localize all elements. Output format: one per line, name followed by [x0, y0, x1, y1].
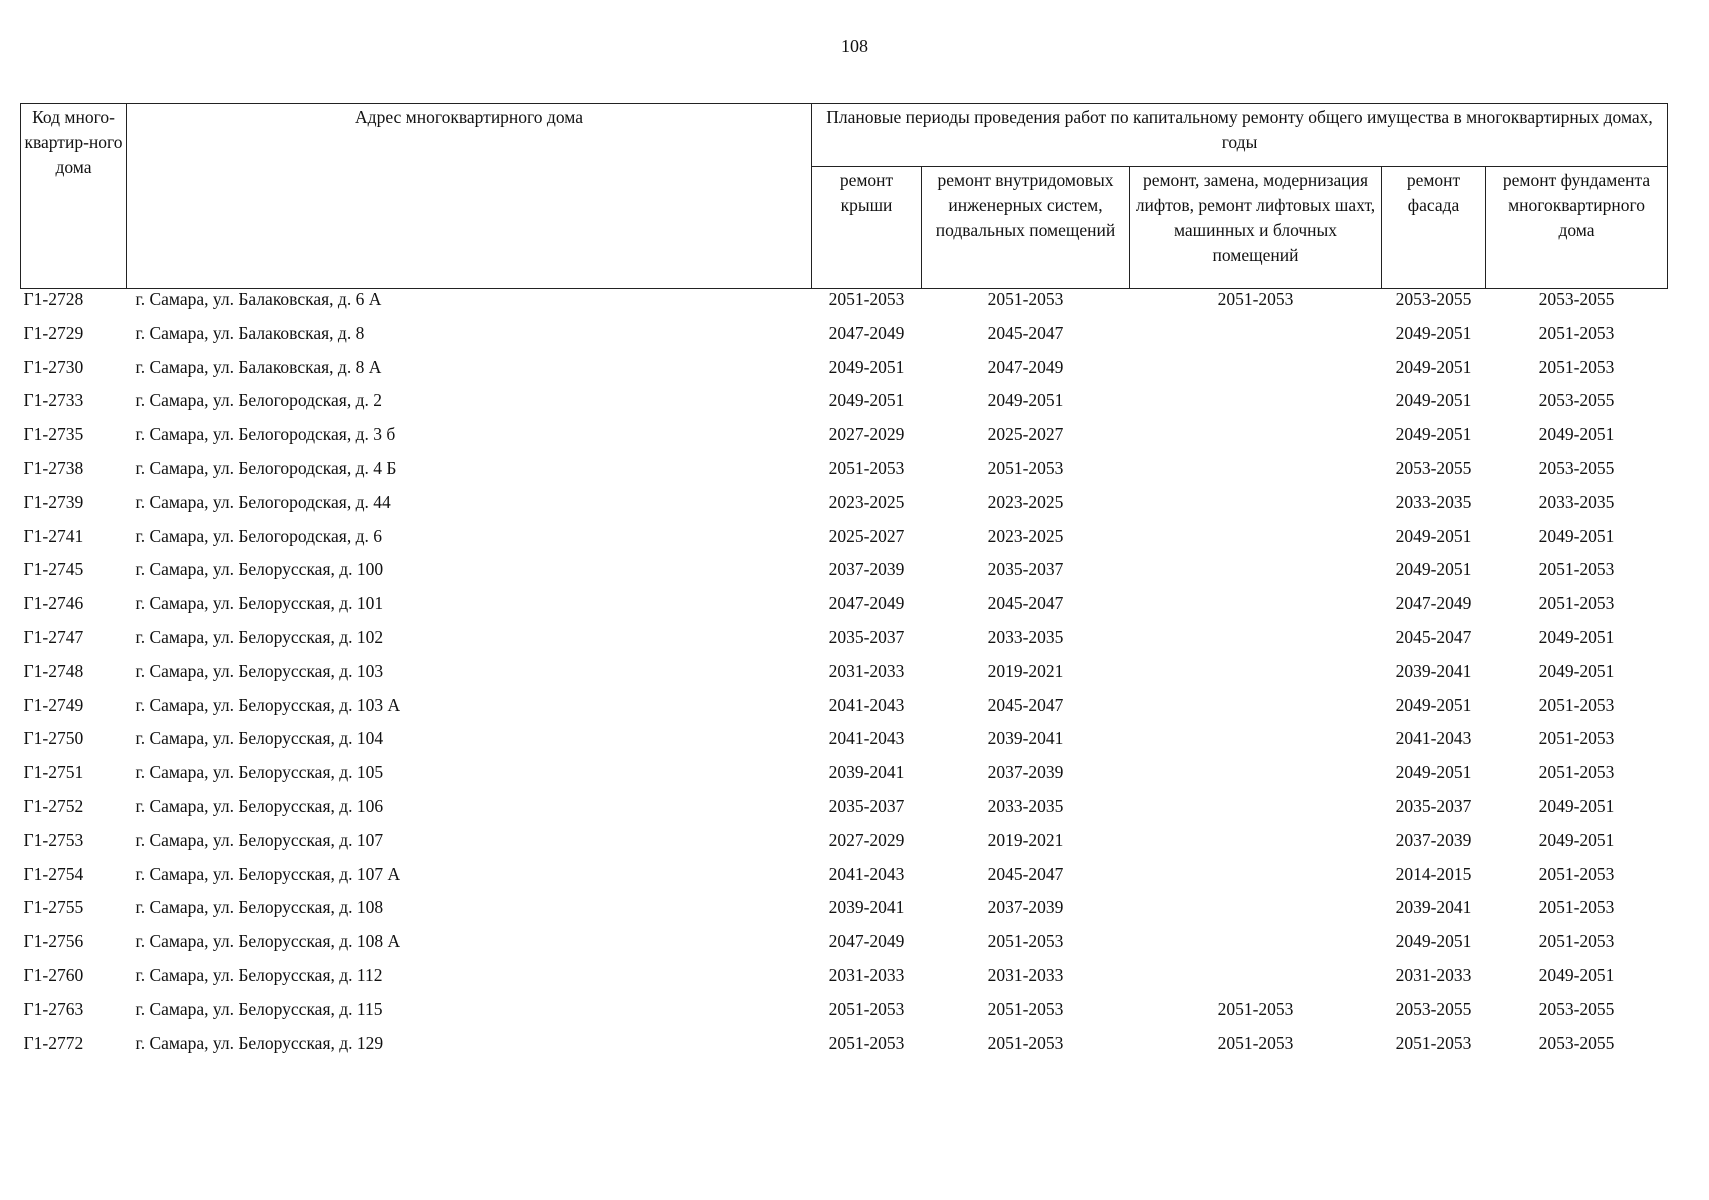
cell-address: г. Самара, ул. Балаковская, д. 8: [135, 322, 365, 343]
cell-elevators: [1130, 492, 1382, 526]
cell-code: Г1-2749: [23, 694, 84, 715]
cell-roof: 2039-2041: [828, 762, 905, 783]
cell-facade: 2045-2047: [1395, 626, 1472, 647]
cell-code: Г1-2763: [23, 998, 84, 1019]
cell-address: г. Самара, ул. Белорусская, д. 105: [135, 762, 384, 783]
cell-engineering: 2023-2025: [987, 525, 1064, 546]
table-row: [21, 999, 1668, 1033]
cell-facade: 2049-2051: [1395, 931, 1472, 952]
cell-roof: 2027-2029: [828, 424, 905, 445]
cell-roof: 2035-2037: [828, 626, 905, 647]
table-row: [21, 728, 1668, 762]
cell-address: г. Самара, ул. Белорусская, д. 100: [135, 559, 384, 580]
cell-roof: 2031-2033: [828, 660, 905, 681]
header-address: Адрес многоквартирного дома: [127, 104, 812, 289]
cell-engineering: 2035-2037: [987, 559, 1064, 580]
cell-foundation: 2051-2053: [1538, 897, 1615, 918]
page-number: 108: [841, 36, 868, 56]
cell-facade: 2035-2037: [1395, 795, 1472, 816]
header-periods-group: Плановые периоды проведения работ по капитальному ремонту общего имущества в многоквартирных домах, годы: [812, 104, 1668, 167]
header-facade: ремонт фасада: [1382, 166, 1486, 288]
table-row: [21, 897, 1668, 931]
cell-elevators: 2051-2053: [1217, 289, 1294, 309]
cell-facade: 2049-2051: [1395, 694, 1472, 715]
cell-foundation: 2051-2053: [1538, 728, 1615, 749]
cell-elevators: [1130, 830, 1382, 864]
cell-address: г. Самара, ул. Белорусская, д. 103: [135, 660, 384, 681]
cell-engineering: 2045-2047: [987, 694, 1064, 715]
cell-address: г. Самара, ул. Белорусская, д. 115: [135, 998, 383, 1019]
cell-roof: 2051-2053: [828, 1032, 905, 1053]
cell-code: Г1-2753: [23, 829, 84, 850]
cell-engineering: 2051-2053: [987, 289, 1064, 309]
table-row: [21, 864, 1668, 898]
cell-code: Г1-2751: [23, 762, 84, 783]
cell-address: г. Самара, ул. Белорусская, д. 108: [135, 897, 384, 918]
cell-facade: 2049-2051: [1395, 390, 1472, 411]
cell-foundation: 2049-2051: [1538, 660, 1615, 681]
cell-address: г. Самара, ул. Белорусская, д. 104: [135, 728, 384, 749]
cell-address: г. Самара, ул. Балаковская, д. 8 А: [135, 356, 382, 377]
cell-roof: 2049-2051: [828, 356, 905, 377]
cell-roof: 2035-2037: [828, 795, 905, 816]
cell-foundation: 2049-2051: [1538, 525, 1615, 546]
table-row: [21, 458, 1668, 492]
cell-address: г. Самара, ул. Белорусская, д. 129: [135, 1032, 384, 1053]
cell-elevators: [1130, 593, 1382, 627]
cell-code: Г1-2756: [23, 931, 84, 952]
cell-elevators: [1130, 526, 1382, 560]
cell-elevators: [1130, 458, 1382, 492]
cell-roof: 2031-2033: [828, 964, 905, 985]
cell-foundation: 2051-2053: [1538, 356, 1615, 377]
cell-code: Г1-2752: [23, 795, 84, 816]
cell-engineering: 2045-2047: [987, 322, 1064, 343]
cell-address: г. Самара, ул. Белорусская, д. 107: [135, 829, 384, 850]
cell-engineering: 2025-2027: [987, 424, 1064, 445]
cell-foundation: 2051-2053: [1538, 931, 1615, 952]
cell-elevators: [1130, 424, 1382, 458]
cell-address: г. Самара, ул. Белорусская, д. 107 А: [135, 863, 401, 884]
cell-address: г. Самара, ул. Белорусская, д. 108 А: [135, 931, 401, 952]
cell-roof: 2041-2043: [828, 863, 905, 884]
cell-facade: 2053-2055: [1395, 998, 1472, 1019]
header-foundation: ремонт фундамента многоквартирного дома: [1486, 166, 1668, 288]
cell-code: Г1-2747: [23, 626, 84, 647]
cell-foundation: 2051-2053: [1538, 593, 1615, 614]
cell-code: Г1-2754: [23, 863, 84, 884]
cell-address: г. Самара, ул. Балаковская, д. 6 А: [135, 289, 382, 309]
cell-engineering: 2051-2053: [987, 1032, 1064, 1053]
cell-address: г. Самара, ул. Белорусская, д. 103 А: [135, 694, 401, 715]
cell-facade: 2037-2039: [1395, 829, 1472, 850]
cell-code: Г1-2735: [23, 424, 84, 445]
cell-engineering: 2033-2035: [987, 795, 1064, 816]
cell-foundation: 2053-2055: [1538, 390, 1615, 411]
cell-facade: 2039-2041: [1395, 897, 1472, 918]
cell-code: Г1-2733: [23, 390, 84, 411]
cell-roof: 2041-2043: [828, 694, 905, 715]
cell-roof: 2047-2049: [828, 931, 905, 952]
table-header: [21, 104, 1668, 289]
table-row: [21, 357, 1668, 391]
cell-facade: 2041-2043: [1395, 728, 1472, 749]
table-row: [21, 559, 1668, 593]
cell-foundation: 2051-2053: [1538, 694, 1615, 715]
header-engineering: ремонт внутридомовых инженерных систем, подвальных помещений: [922, 166, 1130, 288]
cell-foundation: 2049-2051: [1538, 829, 1615, 850]
cell-engineering: 2051-2053: [987, 931, 1064, 952]
cell-address: г. Самара, ул. Белогородская, д. 4 Б: [135, 457, 397, 478]
cell-address: г. Самара, ул. Белорусская, д. 112: [135, 964, 383, 985]
cell-elevators: [1130, 965, 1382, 999]
cell-code: Г1-2728: [23, 289, 84, 309]
cell-engineering: 2031-2033: [987, 964, 1064, 985]
cell-address: г. Самара, ул. Белогородская, д. 44: [135, 491, 391, 512]
cell-facade: 2049-2051: [1395, 356, 1472, 377]
cell-foundation: 2049-2051: [1538, 626, 1615, 647]
cell-roof: 2049-2051: [828, 390, 905, 411]
cell-elevators: [1130, 559, 1382, 593]
cell-code: Г1-2729: [23, 322, 84, 343]
cell-roof: 2039-2041: [828, 897, 905, 918]
table-row: [21, 695, 1668, 729]
cell-foundation: 2053-2055: [1538, 457, 1615, 478]
table-row: [21, 492, 1668, 526]
cell-code: Г1-2760: [23, 964, 84, 985]
cell-address: г. Самара, ул. Белорусская, д. 101: [135, 593, 384, 614]
cell-foundation: 2053-2055: [1538, 998, 1615, 1019]
table-row: [21, 593, 1668, 627]
header-roof: ремонт крыши: [812, 166, 922, 288]
cell-address: г. Самара, ул. Белогородская, д. 6: [135, 525, 383, 546]
cell-address: г. Самара, ул. Белогородская, д. 3 б: [135, 424, 396, 445]
cell-facade: 2031-2033: [1395, 964, 1472, 985]
cell-foundation: 2053-2055: [1538, 289, 1615, 309]
table-row: [21, 965, 1668, 999]
cell-elevators: [1130, 897, 1382, 931]
cell-engineering: 2037-2039: [987, 762, 1064, 783]
cell-elevators: [1130, 661, 1382, 695]
cell-roof: 2047-2049: [828, 322, 905, 343]
cell-facade: 2049-2051: [1395, 525, 1472, 546]
cell-roof: 2037-2039: [828, 559, 905, 580]
cell-code: Г1-2738: [23, 457, 84, 478]
cell-engineering: 2039-2041: [987, 728, 1064, 749]
cell-code: Г1-2745: [23, 559, 84, 580]
cell-engineering: 2019-2021: [987, 660, 1064, 681]
cell-facade: 2033-2035: [1395, 491, 1472, 512]
cell-facade: 2049-2051: [1395, 322, 1472, 343]
table-row: [21, 390, 1668, 424]
cell-facade: 2053-2055: [1395, 289, 1472, 309]
cell-elevators: [1130, 796, 1382, 830]
cell-code: Г1-2739: [23, 491, 84, 512]
cell-code: Г1-2741: [23, 525, 84, 546]
cell-engineering: 2051-2053: [987, 457, 1064, 478]
cell-foundation: 2053-2055: [1538, 1032, 1615, 1053]
table-row: [21, 661, 1668, 695]
cell-elevators: [1130, 931, 1382, 965]
cell-roof: 2023-2025: [828, 491, 905, 512]
table-row: [21, 627, 1668, 661]
cell-facade: 2039-2041: [1395, 660, 1472, 681]
cell-address: г. Самара, ул. Белогородская, д. 2: [135, 390, 383, 411]
cell-elevators: [1130, 627, 1382, 661]
table-row: [21, 424, 1668, 458]
cell-elevators: 2051-2053: [1217, 998, 1294, 1019]
cell-facade: 2049-2051: [1395, 762, 1472, 783]
cell-facade: 2049-2051: [1395, 424, 1472, 445]
cell-facade: 2047-2049: [1395, 593, 1472, 614]
table-row: [21, 1033, 1668, 1067]
cell-code: Г1-2746: [23, 593, 84, 614]
cell-roof: 2051-2053: [828, 289, 905, 309]
cell-engineering: 2037-2039: [987, 897, 1064, 918]
table-row: [21, 931, 1668, 965]
table-row: [21, 762, 1668, 796]
cell-elevators: 2051-2053: [1217, 1032, 1294, 1053]
cell-foundation: 2049-2051: [1538, 795, 1615, 816]
table-row: [21, 323, 1668, 357]
cell-elevators: [1130, 728, 1382, 762]
cell-elevators: [1130, 695, 1382, 729]
cell-roof: 2051-2053: [828, 998, 905, 1019]
table-row: [21, 526, 1668, 560]
table-body: [21, 289, 1668, 1067]
table-row: [21, 830, 1668, 864]
cell-address: г. Самара, ул. Белорусская, д. 106: [135, 795, 384, 816]
cell-elevators: [1130, 390, 1382, 424]
header-elevators: ремонт, замена, модернизация лифтов, ремонт лифтовых шахт, машинных и блочных помещений: [1130, 166, 1382, 288]
cell-foundation: 2051-2053: [1538, 762, 1615, 783]
cell-roof: 2027-2029: [828, 829, 905, 850]
cell-address: г. Самара, ул. Белорусская, д. 102: [135, 626, 384, 647]
cell-engineering: 2045-2047: [987, 863, 1064, 884]
cell-facade: 2051-2053: [1395, 1032, 1472, 1053]
cell-engineering: 2047-2049: [987, 356, 1064, 377]
cell-engineering: 2045-2047: [987, 593, 1064, 614]
cell-code: Г1-2730: [23, 356, 84, 377]
cell-foundation: 2033-2035: [1538, 491, 1615, 512]
cell-engineering: 2051-2053: [987, 998, 1064, 1019]
cell-foundation: 2051-2053: [1538, 863, 1615, 884]
table-row: [21, 796, 1668, 830]
table-row: [21, 289, 1668, 323]
cell-facade: 2053-2055: [1395, 457, 1472, 478]
cell-elevators: [1130, 864, 1382, 898]
cell-engineering: 2023-2025: [987, 491, 1064, 512]
cell-facade: 2014-2015: [1395, 863, 1472, 884]
cell-elevators: [1130, 762, 1382, 796]
cell-code: Г1-2750: [23, 728, 84, 749]
cell-foundation: 2051-2053: [1538, 559, 1615, 580]
cell-engineering: 2019-2021: [987, 829, 1064, 850]
cell-elevators: [1130, 323, 1382, 357]
cell-roof: 2051-2053: [828, 457, 905, 478]
repair-schedule-table: [20, 103, 1668, 1066]
cell-foundation: 2051-2053: [1538, 322, 1615, 343]
cell-foundation: 2049-2051: [1538, 424, 1615, 445]
header-code: Код много-квартир-ного дома: [21, 104, 127, 289]
cell-code: Г1-2748: [23, 660, 84, 681]
cell-roof: 2025-2027: [828, 525, 905, 546]
cell-elevators: [1130, 357, 1382, 391]
cell-foundation: 2049-2051: [1538, 964, 1615, 985]
cell-engineering: 2033-2035: [987, 626, 1064, 647]
cell-engineering: 2049-2051: [987, 390, 1064, 411]
cell-roof: 2041-2043: [828, 728, 905, 749]
cell-code: Г1-2772: [23, 1032, 84, 1053]
cell-facade: 2049-2051: [1395, 559, 1472, 580]
cell-roof: 2047-2049: [828, 593, 905, 614]
cell-code: Г1-2755: [23, 897, 84, 918]
